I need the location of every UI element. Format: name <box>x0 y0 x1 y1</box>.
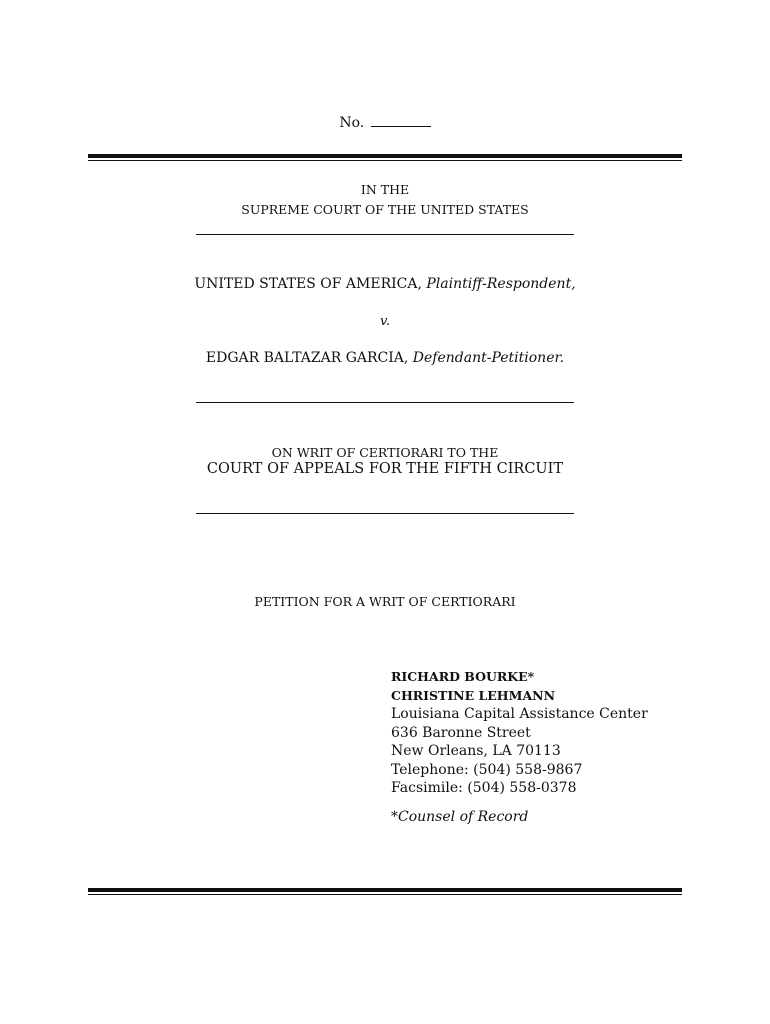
attorney-2: CHRISTINE LEHMANN <box>391 687 555 703</box>
petitioner-name: EDGAR BALTAZAR GARCIA, <box>205 350 409 366</box>
divider-rule-1 <box>196 234 574 235</box>
docket-number <box>0 114 770 131</box>
counsel-block <box>391 668 648 826</box>
docket-label: No. <box>339 115 365 131</box>
docket-blank-line <box>371 114 431 127</box>
petitioner-role: Defendant-Petitioner. <box>412 350 565 366</box>
top-double-rule <box>88 154 682 158</box>
counsel-of-record-note: *Counsel of Record <box>391 808 529 825</box>
versus: v. <box>380 314 390 329</box>
attorney-1: RICHARD BOURKE* <box>391 669 535 684</box>
telephone: Telephone: (504) 558-9867 <box>391 761 583 778</box>
respondent-role: Plaintiff-Respondent, <box>426 276 576 292</box>
writ-line-1: ON WRIT OF CERTIORARI TO THE <box>271 445 499 460</box>
divider-rule-2 <box>196 402 574 403</box>
divider-rule-3 <box>196 513 574 514</box>
respondent-name: UNITED STATES OF AMERICA, <box>194 276 422 292</box>
court-line-1: IN THE <box>360 182 410 197</box>
bottom-double-rule <box>88 888 682 892</box>
court-line-2: SUPREME COURT OF THE UNITED STATES <box>241 202 529 217</box>
facsimile: Facsimile: (504) 558-0378 <box>391 780 577 796</box>
street-address: 636 Baronne Street <box>391 724 531 741</box>
writ-line-2: COURT OF APPEALS FOR THE FIFTH CIRCUIT <box>206 461 564 477</box>
petition-title: PETITION FOR A WRIT OF CERTIORARI <box>254 594 516 609</box>
respondent-line <box>0 276 770 292</box>
petitioner-line <box>0 350 770 366</box>
city-state-zip: New Orleans, LA 70113 <box>391 743 561 759</box>
organization: Louisiana Capital Assistance Center <box>391 706 648 722</box>
